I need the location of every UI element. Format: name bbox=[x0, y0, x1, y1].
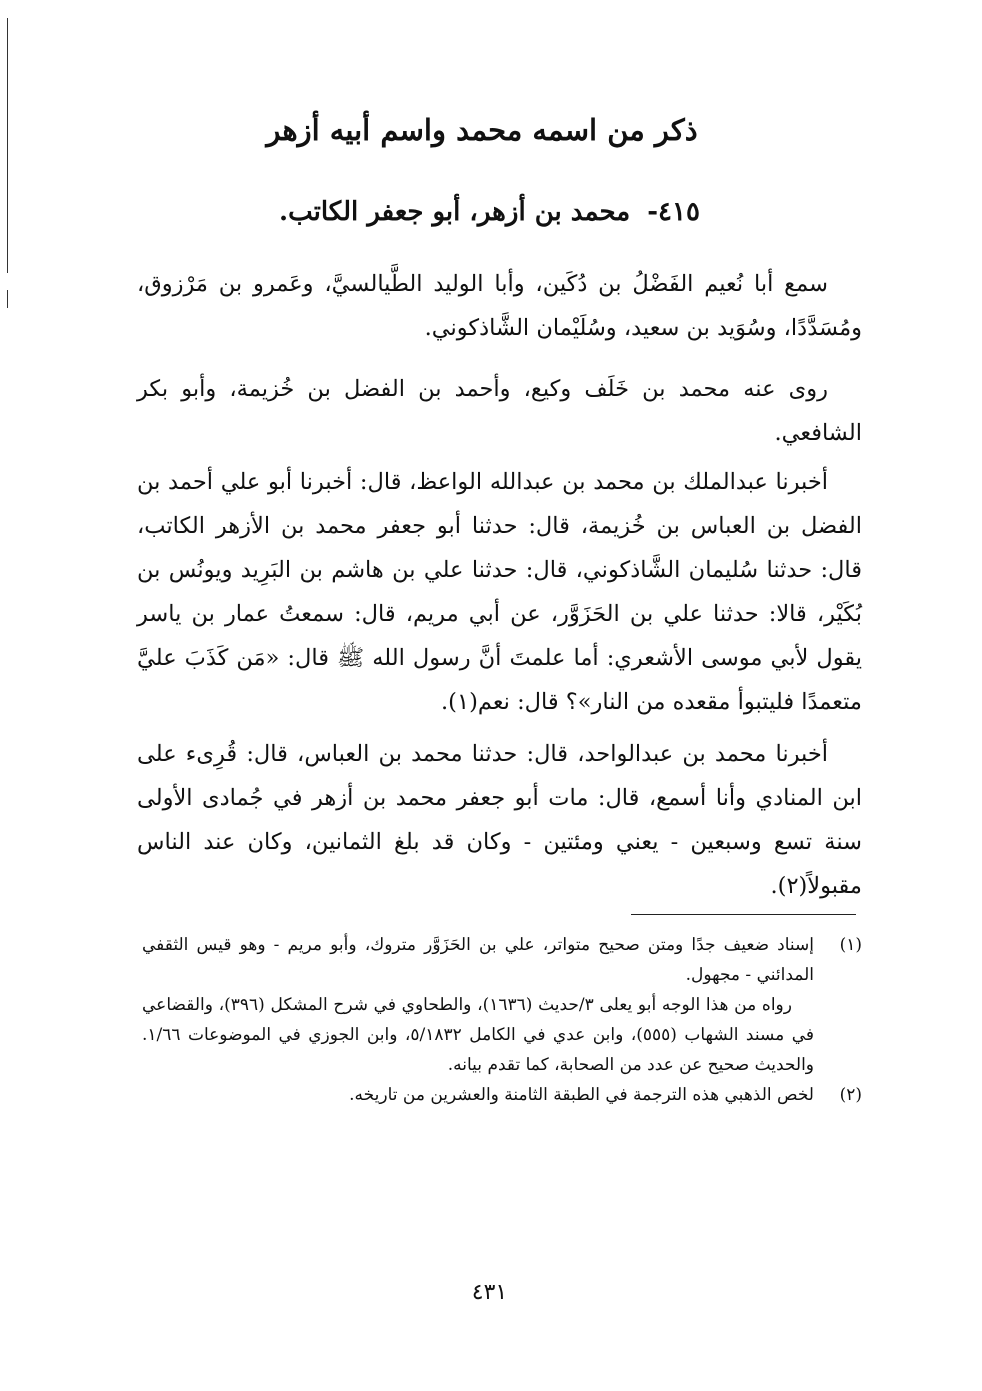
footnote-1-continuation: رواه من هذا الوجه أبو يعلى ٣/حديث (١٦٣٦)، والطحاوي في شرح المشكل (٣٩٦)، والقضاعي في مسند الشهاب (٥٥٥)، وابن عدي في الكامل ٥/١٨٣٢، وابن الجوزي في الموضوعات ١/٦٦. والحديث صحيح عن عدد من الصحابة، كما تقدم بيانه. bbox=[142, 995, 814, 1075]
footnotes bbox=[142, 930, 862, 1110]
paragraph-students bbox=[137, 367, 862, 455]
footnote-marker: (٢) bbox=[839, 1085, 862, 1105]
footnote-separator bbox=[631, 914, 856, 915]
paragraph-text: أخبرنا عبدالملك بن محمد بن عبدالله الواعظ، قال: أخبرنا أبو علي أحمد بن الفضل بن العباس بن خُزيمة، قال: حدثنا أبو جعفر محمد بن الأزهر الكاتب، قال: حدثنا سُليمان الشَّاذكوني، قال: حدثنا علي بن هاشم بن البَرِيد ويونُس بن بُكَيْر، قالا: حدثنا علي بن الحَزَوَّر، عن أبي مريم، قال: سمعتُ عمار بن ياسر يقول لأبي موسى الأشعري: أما علمتَ أنَّ رسول الله ﷺ قال: «مَن كَذَبَ عليَّ متعمدًا فليتبوأ مقعده من النار»؟ قال: نعم(١). bbox=[137, 469, 862, 715]
entry-number: ٤١٥- bbox=[647, 197, 700, 227]
footnote-2 bbox=[142, 1080, 862, 1110]
footnote-text: إسناد ضعيف جدًا ومتن صحيح متواتر، علي بن الحَزَوَّر متروك، وأبو مريم - وهو قيس الثقفي المدائني - مجهول. bbox=[142, 935, 814, 985]
entry-title: محمد بن أزهر، أبو جعفر الكاتب. bbox=[279, 197, 631, 227]
page-number: ٤٣١ bbox=[471, 1280, 508, 1305]
paragraph-death bbox=[137, 732, 862, 908]
paragraph-text: سمع أبا نُعيم الفَضْلُ بن دُكَين، وأبا الوليد الطَّيالسيَّ، وعَمرو بن مَرْزوق، ومُسَدَّدًا، وسُوَيد بن سعيد، وسُلَيْمان الشَّاذكوني. bbox=[137, 271, 862, 341]
footnote-1 bbox=[142, 930, 862, 990]
paragraph-text: روى عنه محمد بن خَلَف وكيع، وأحمد بن الفضل بن خُزيمة، وأبو بكر الشافعي. bbox=[137, 376, 862, 446]
section-title: ذكر من اسمه محمد واسم أبيه أزهر bbox=[266, 113, 698, 147]
entry-heading bbox=[117, 190, 862, 234]
footnote-marker: (١) bbox=[839, 935, 862, 955]
paragraph-hadith bbox=[137, 460, 862, 724]
footnote-text: لخص الذهبي هذه الترجمة في الطبقة الثامنة والعشرين من تاريخه. bbox=[349, 1085, 814, 1105]
paragraph-teachers bbox=[137, 262, 862, 350]
paragraph-text: أخبرنا محمد بن عبدالواحد، قال: حدثنا محمد بن العباس، قال: قُرِىء على ابن المنادي وأنا أسمع، قال: مات أبو جعفر محمد بن أزهر في جُمادى الأولى سنة تسع وسبعين - يعني ومئتين - وكان قد بلغ الثمانين، وكان عند الناس مقبولاً(٢). bbox=[137, 741, 862, 899]
scan-margin-line bbox=[7, 18, 8, 273]
scan-margin-mark bbox=[7, 290, 8, 308]
